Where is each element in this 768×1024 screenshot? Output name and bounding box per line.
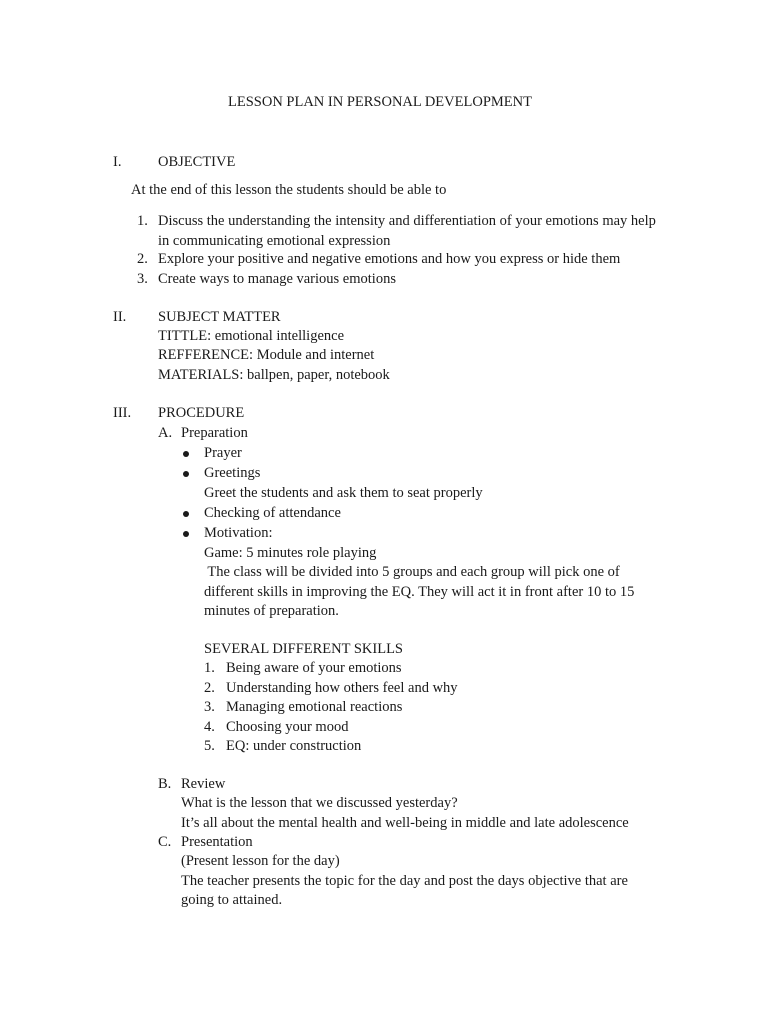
review-line: What is the lesson that we discussed yesterday?: [181, 795, 458, 811]
procedure-letter-c: C.: [158, 834, 172, 850]
section-number: I.: [113, 154, 122, 170]
objective-item-text: Explore your positive and negative emotions and how you express or hide them: [158, 251, 621, 267]
skill-item: Being aware of your emotions: [226, 660, 402, 676]
greetings-description: Greet the students and ask them to seat properly: [204, 485, 483, 501]
presentation-line: The teacher presents the topic for the day and post the days objective that are: [181, 873, 628, 889]
motivation-game: Game: 5 minutes role playing: [204, 545, 377, 561]
section-number: III.: [113, 405, 132, 421]
bullet-item-attendance: Checking of attendance: [204, 505, 341, 521]
skill-item: Choosing your mood: [226, 719, 349, 735]
subject-title-line: TITTLE: emotional intelligence: [158, 328, 345, 344]
bullet-item-prayer: Prayer: [204, 445, 242, 461]
objective-item-text: Create ways to manage various emotions: [158, 271, 396, 287]
procedure-letter-b: B.: [158, 776, 172, 792]
objective-item-number: 2.: [137, 251, 148, 267]
review-line: It’s all about the mental health and well-being in middle and late adolescence: [181, 815, 629, 831]
bullet-icon: [183, 531, 189, 537]
objective-item-number: 1.: [137, 213, 148, 229]
document-title: LESSON PLAN IN PERSONAL DEVELOPMENT: [228, 94, 532, 110]
skills-heading: SEVERAL DIFFERENT SKILLS: [204, 641, 403, 657]
bullet-item-greetings: Greetings: [204, 465, 261, 481]
presentation-line: going to attained.: [181, 892, 283, 908]
procedure-preparation-label: Preparation: [181, 425, 248, 441]
subject-materials-line: MATERIALS: ballpen, paper, notebook: [158, 367, 390, 383]
objective-item-number: 3.: [137, 271, 148, 287]
objective-item-text-continued: in communicating emotional expression: [158, 233, 391, 249]
objective-item-text: Discuss the understanding the intensity and differentiation of your emotions may help: [158, 213, 656, 229]
skill-number: 1.: [204, 660, 215, 676]
skill-number: 5.: [204, 738, 215, 754]
skill-item: EQ: under construction: [226, 738, 362, 754]
section-heading-subject-matter: SUBJECT MATTER: [158, 309, 281, 325]
objective-intro: At the end of this lesson the students should be able to: [131, 182, 447, 198]
section-heading-objective: OBJECTIVE: [158, 154, 236, 170]
section-number: II.: [113, 309, 127, 325]
bullet-icon: [183, 451, 189, 457]
bullet-icon: [183, 471, 189, 477]
procedure-letter-a: A.: [158, 425, 173, 441]
presentation-line: (Present lesson for the day): [181, 853, 340, 869]
skill-item: Managing emotional reactions: [226, 699, 403, 715]
game-description-line: minutes of preparation.: [204, 603, 339, 619]
procedure-review-label: Review: [181, 776, 226, 792]
bullet-item-motivation: Motivation:: [204, 525, 273, 541]
skill-number: 3.: [204, 699, 215, 715]
skill-number: 4.: [204, 719, 215, 735]
section-heading-procedure: PROCEDURE: [158, 405, 245, 421]
subject-reference-line: REFFERENCE: Module and internet: [158, 347, 375, 363]
game-description-line: different skills in improving the EQ. They will act it in front after 10 to 15: [204, 584, 635, 600]
skill-item: Understanding how others feel and why: [226, 680, 458, 696]
skill-number: 2.: [204, 680, 215, 696]
bullet-icon: [183, 511, 189, 517]
procedure-presentation-label: Presentation: [181, 834, 253, 850]
game-description-line: The class will be divided into 5 groups and each group will pick one of: [204, 564, 620, 580]
